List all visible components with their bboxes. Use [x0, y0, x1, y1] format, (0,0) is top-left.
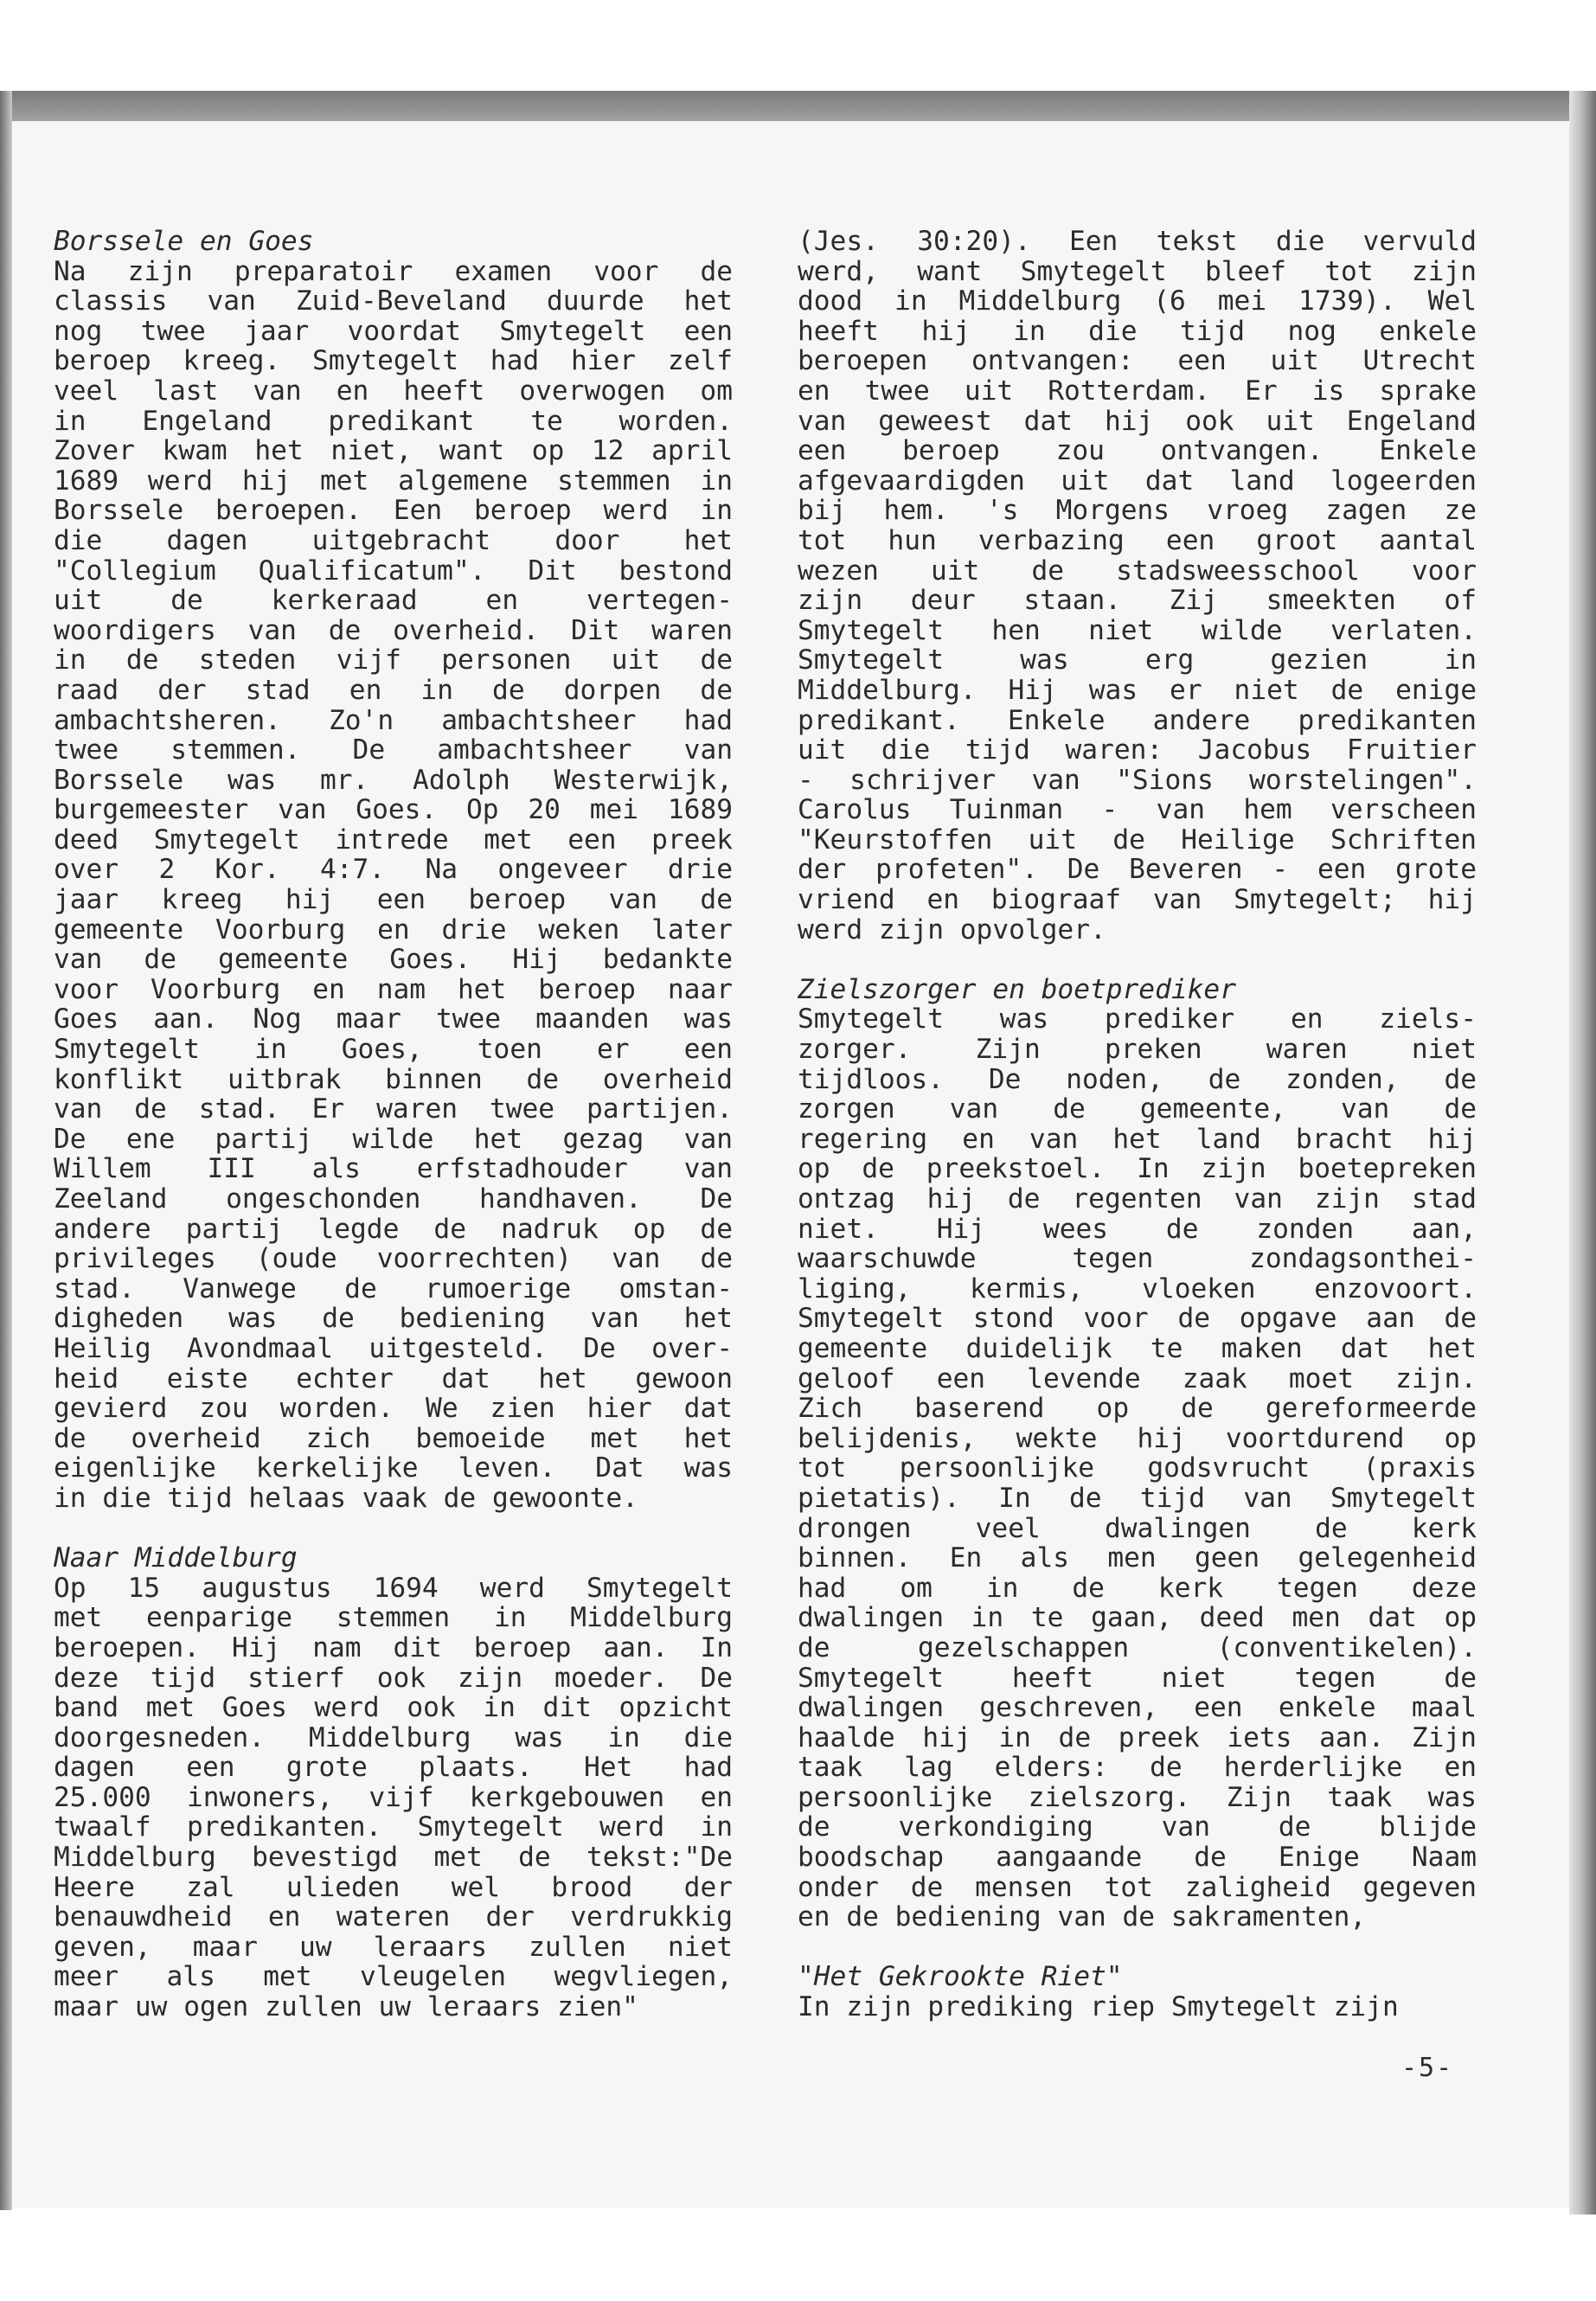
text-line: Carolus Tuinman - van hem verscheen: [798, 795, 1477, 825]
text-line: Borssele beroepen. Een beroep werd in: [54, 496, 733, 526]
text-line: raad der stad en in de dorpen de: [54, 675, 733, 706]
text-line: de verkondiging van de blijde: [798, 1812, 1477, 1843]
text-line: band met Goes werd ook in dit opzicht: [54, 1693, 733, 1723]
text-line: tijdloos. De noden, de zonden, de: [798, 1064, 1477, 1095]
text-line: onder de mensen tot zaligheid gegeven: [798, 1872, 1477, 1903]
text-line: pietatis). In de tijd van Smytegelt: [798, 1483, 1477, 1514]
scan-right-edge: [1569, 91, 1596, 2214]
text-line: Na zijn preparatoir examen voor de: [54, 256, 733, 287]
text-line: een beroep zou ontvangen. Enkele: [798, 436, 1477, 466]
text-line: tot hun verbazing een groot aantal: [798, 525, 1477, 556]
text-line: Heilig Avondmaal uitgesteld. De over-: [54, 1333, 733, 1364]
text-line: boodschap aangaande de Enige Naam: [798, 1843, 1477, 1873]
text-line: "Collegium Qualificatum". Dit bestond: [54, 555, 733, 586]
text-line: konflikt uitbrak binnen de overheid: [54, 1064, 733, 1095]
text-line: over 2 Kor. 4:7. Na ongeveer drie: [54, 855, 733, 886]
text-line: geloof een levende zaak moet zijn.: [798, 1363, 1477, 1394]
text-line: Borssele was mr. Adolph Westerwijk,: [54, 765, 733, 796]
right-column: [798, 227, 1477, 2022]
text-line: haalde hij in de preek iets aan. Zijn: [798, 1722, 1477, 1753]
text-line: en twee uit Rotterdam. Er is sprake: [798, 375, 1477, 407]
text-line: deed Smytegelt intrede met een preek: [54, 824, 733, 856]
text-line: deze tijd stierf ook zijn moeder. De: [54, 1663, 733, 1694]
text-line: regering en van het land bracht hij: [798, 1124, 1477, 1155]
text-line: tot persoonlijke godsvrucht (praxis: [798, 1453, 1477, 1484]
section-heading: Borssele en Goes: [54, 226, 314, 257]
text-line: - schrijver van "Sions worstelingen".: [798, 765, 1477, 796]
text-line: twee stemmen. De ambachtsheer van: [54, 735, 733, 766]
text-line: digheden was de bediening van het: [54, 1304, 733, 1334]
section-gap: [798, 1932, 1477, 1963]
text-line: Op 15 augustus 1694 werd Smytegelt: [54, 1573, 733, 1604]
text-line: bij hem. 's Morgens vroeg zagen ze: [798, 496, 1477, 526]
text-line: predikant. Enkele andere predikanten: [798, 705, 1477, 736]
text-line: waarschuwde tegen zondagsonthei-: [798, 1244, 1477, 1274]
text-line: had om in de kerk tegen deze: [798, 1573, 1477, 1604]
text-line: doorgesneden. Middelburg was in die: [54, 1722, 733, 1753]
text-line: vriend en biograaf van Smytegelt; hij: [798, 885, 1477, 915]
text-line: ambachtsheren. Zo'n ambachtsheer had: [54, 705, 733, 736]
page-number: -5-: [1401, 2053, 1454, 2083]
text-line: uit die tijd waren: Jacobus Fruitier: [798, 735, 1477, 766]
text-line: jaar kreeg hij een beroep van de: [54, 885, 733, 915]
text-line: van geweest dat hij ook uit Engeland: [798, 406, 1477, 437]
text-line: gemeente Voorburg en drie weken later: [54, 914, 733, 945]
text-line: afgevaardigden uit dat land logeerden: [798, 465, 1477, 497]
text-line: nog twee jaar voordat Smytegelt een: [54, 316, 733, 347]
section-gap: [798, 945, 1477, 975]
text-line: op de preekstoel. In zijn boetepreken: [798, 1154, 1477, 1184]
text-line: dagen een grote plaats. Het had: [54, 1753, 733, 1783]
section-gap: [54, 1514, 733, 1544]
text-line: eigenlijke kerkelijke leven. Dat was: [54, 1453, 733, 1484]
text-line: beroepen ontvangen: een uit Utrecht: [798, 346, 1477, 376]
text-line: Zich baserend op de gereformeerde: [798, 1394, 1477, 1424]
text-line: 1689 werd hij met algemene stemmen in: [54, 465, 733, 497]
text-line: burgemeester van Goes. Op 20 mei 1689: [54, 795, 733, 825]
text-line: de gezelschappen (conventikelen).: [798, 1632, 1477, 1663]
text-line: maar uw ogen zullen uw leraars zien": [54, 1992, 638, 2022]
text-line: drongen veel dwalingen de kerk: [798, 1513, 1477, 1544]
text-line: classis van Zuid-Beveland duurde het: [54, 286, 733, 317]
text-line: beroepen. Hij nam dit beroep aan. In: [54, 1632, 733, 1663]
text-line: 25.000 inwoners, vijf kerkgebouwen en: [54, 1782, 733, 1813]
text-line: Smytegelt hen niet wilde verlaten.: [798, 615, 1477, 646]
section-heading: Zielszorger en boetprediker: [798, 973, 1236, 1005]
text-line: geven, maar uw leraars zullen niet: [54, 1932, 733, 1963]
text-line: persoonlijke zielszorg. Zijn taak was: [798, 1782, 1477, 1813]
text-line: Zeeland ongeschonden handhaven. De: [54, 1184, 733, 1215]
text-line: twaalf predikanten. Smytegelt werd in: [54, 1812, 733, 1843]
text-line: werd zijn opvolger.: [798, 914, 1106, 945]
text-line: De ene partij wilde het gezag van: [54, 1124, 733, 1155]
text-line: Middelburg bevestigd met de tekst:"De: [54, 1843, 733, 1873]
text-line: andere partij legde de nadruk op de: [54, 1214, 733, 1245]
text-line: werd, want Smytegelt bleef tot zijn: [798, 256, 1477, 287]
text-line: van de stad. Er waren twee partijen.: [54, 1094, 733, 1125]
text-line: ontzag hij de regenten van zijn stad: [798, 1184, 1477, 1215]
text-line: dwalingen in te gaan, deed men dat op: [798, 1603, 1477, 1633]
text-line: en de bediening van de sakramenten,: [798, 1902, 1367, 1932]
text-line: in die tijd helaas vaak de gewoonte.: [54, 1483, 638, 1514]
text-line: Willem III als erfstadhouder van: [54, 1154, 733, 1184]
text-line: in Engeland predikant te worden.: [54, 406, 733, 437]
section-heading: "Het Gekrookte Riet": [798, 1961, 1123, 1993]
text-line: Smytegelt stond voor de opgave aan de: [798, 1304, 1477, 1334]
text-line: de overheid zich bemoeide met het: [54, 1423, 733, 1454]
section-heading: Naar Middelburg: [54, 1542, 298, 1574]
text-line: meer als met vleugelen wegvliegen,: [54, 1962, 733, 1993]
text-line: gevierd zou worden. We zien hier dat: [54, 1394, 733, 1424]
text-line: Smytegelt was prediker en ziels-: [798, 1004, 1477, 1035]
text-line: Smytegelt was erg gezien in: [798, 645, 1477, 676]
text-line: Heere zal ulieden wel brood der: [54, 1872, 733, 1903]
text-line: uit de kerkeraad en vertegen-: [54, 586, 733, 616]
text-line: binnen. En als men geen gelegenheid: [798, 1543, 1477, 1574]
text-line: In zijn prediking riep Smytegelt zijn: [798, 1992, 1399, 2022]
text-line: veel last van en heeft overwogen om: [54, 375, 733, 407]
text-line: "Keurstoffen uit de Heilige Schriften: [798, 824, 1477, 856]
text-line: (Jes. 30:20). Een tekst die vervuld: [798, 227, 1477, 257]
text-line: der profeten". De Beveren - een grote: [798, 855, 1477, 886]
text-line: zorger. Zijn preken waren niet: [798, 1035, 1477, 1065]
text-line: dwalingen geschreven, een enkele maal: [798, 1693, 1477, 1723]
text-line: Middelburg. Hij was er niet de enige: [798, 675, 1477, 706]
text-line: stad. Vanwege de rumoerige omstan-: [54, 1273, 733, 1304]
text-line: Goes aan. Nog maar twee maanden was: [54, 1004, 733, 1035]
text-line: zijn deur staan. Zij smeekten of: [798, 586, 1477, 616]
text-line: niet. Hij wees de zonden aan,: [798, 1214, 1477, 1245]
text-line: belijdenis, wekte hij voortdurend op: [798, 1423, 1477, 1454]
left-column: [54, 227, 733, 2022]
text-line: wezen uit de stadsweesschool voor: [798, 555, 1477, 586]
text-line: Smytegelt in Goes, toen er een: [54, 1035, 733, 1065]
text-line: beroep kreeg. Smytegelt had hier zelf: [54, 346, 733, 376]
text-line: die dagen uitgebracht door het: [54, 525, 733, 556]
text-line: met eenparige stemmen in Middelburg: [54, 1603, 733, 1633]
text-line: voor Voorburg en nam het beroep naar: [54, 974, 733, 1005]
text-line: gemeente duidelijk te maken dat het: [798, 1333, 1477, 1364]
text-line: Smytegelt heeft niet tegen de: [798, 1663, 1477, 1694]
text-line: heeft hij in die tijd nog enkele: [798, 316, 1477, 347]
text-line: dood in Middelburg (6 mei 1739). Wel: [798, 286, 1477, 317]
scan-left-edge: [0, 91, 12, 2210]
text-line: taak lag elders: de herderlijke en: [798, 1753, 1477, 1783]
text-line: benauwdheid en wateren der verdrukkig: [54, 1902, 733, 1932]
text-line: woordigers van de overheid. Dit waren: [54, 615, 733, 646]
text-line: in de steden vijf personen uit de: [54, 645, 733, 676]
text-line: van de gemeente Goes. Hij bedankte: [54, 945, 733, 975]
text-line: heid eiste echter dat het gewoon: [54, 1363, 733, 1394]
text-line: Zover kwam het niet, want op 12 april: [54, 436, 733, 466]
text-line: liging, kermis, vloeken enzovoort.: [798, 1273, 1477, 1304]
text-line: zorgen van de gemeente, van de: [798, 1094, 1477, 1125]
text-line: privileges (oude voorrechten) van de: [54, 1244, 733, 1274]
